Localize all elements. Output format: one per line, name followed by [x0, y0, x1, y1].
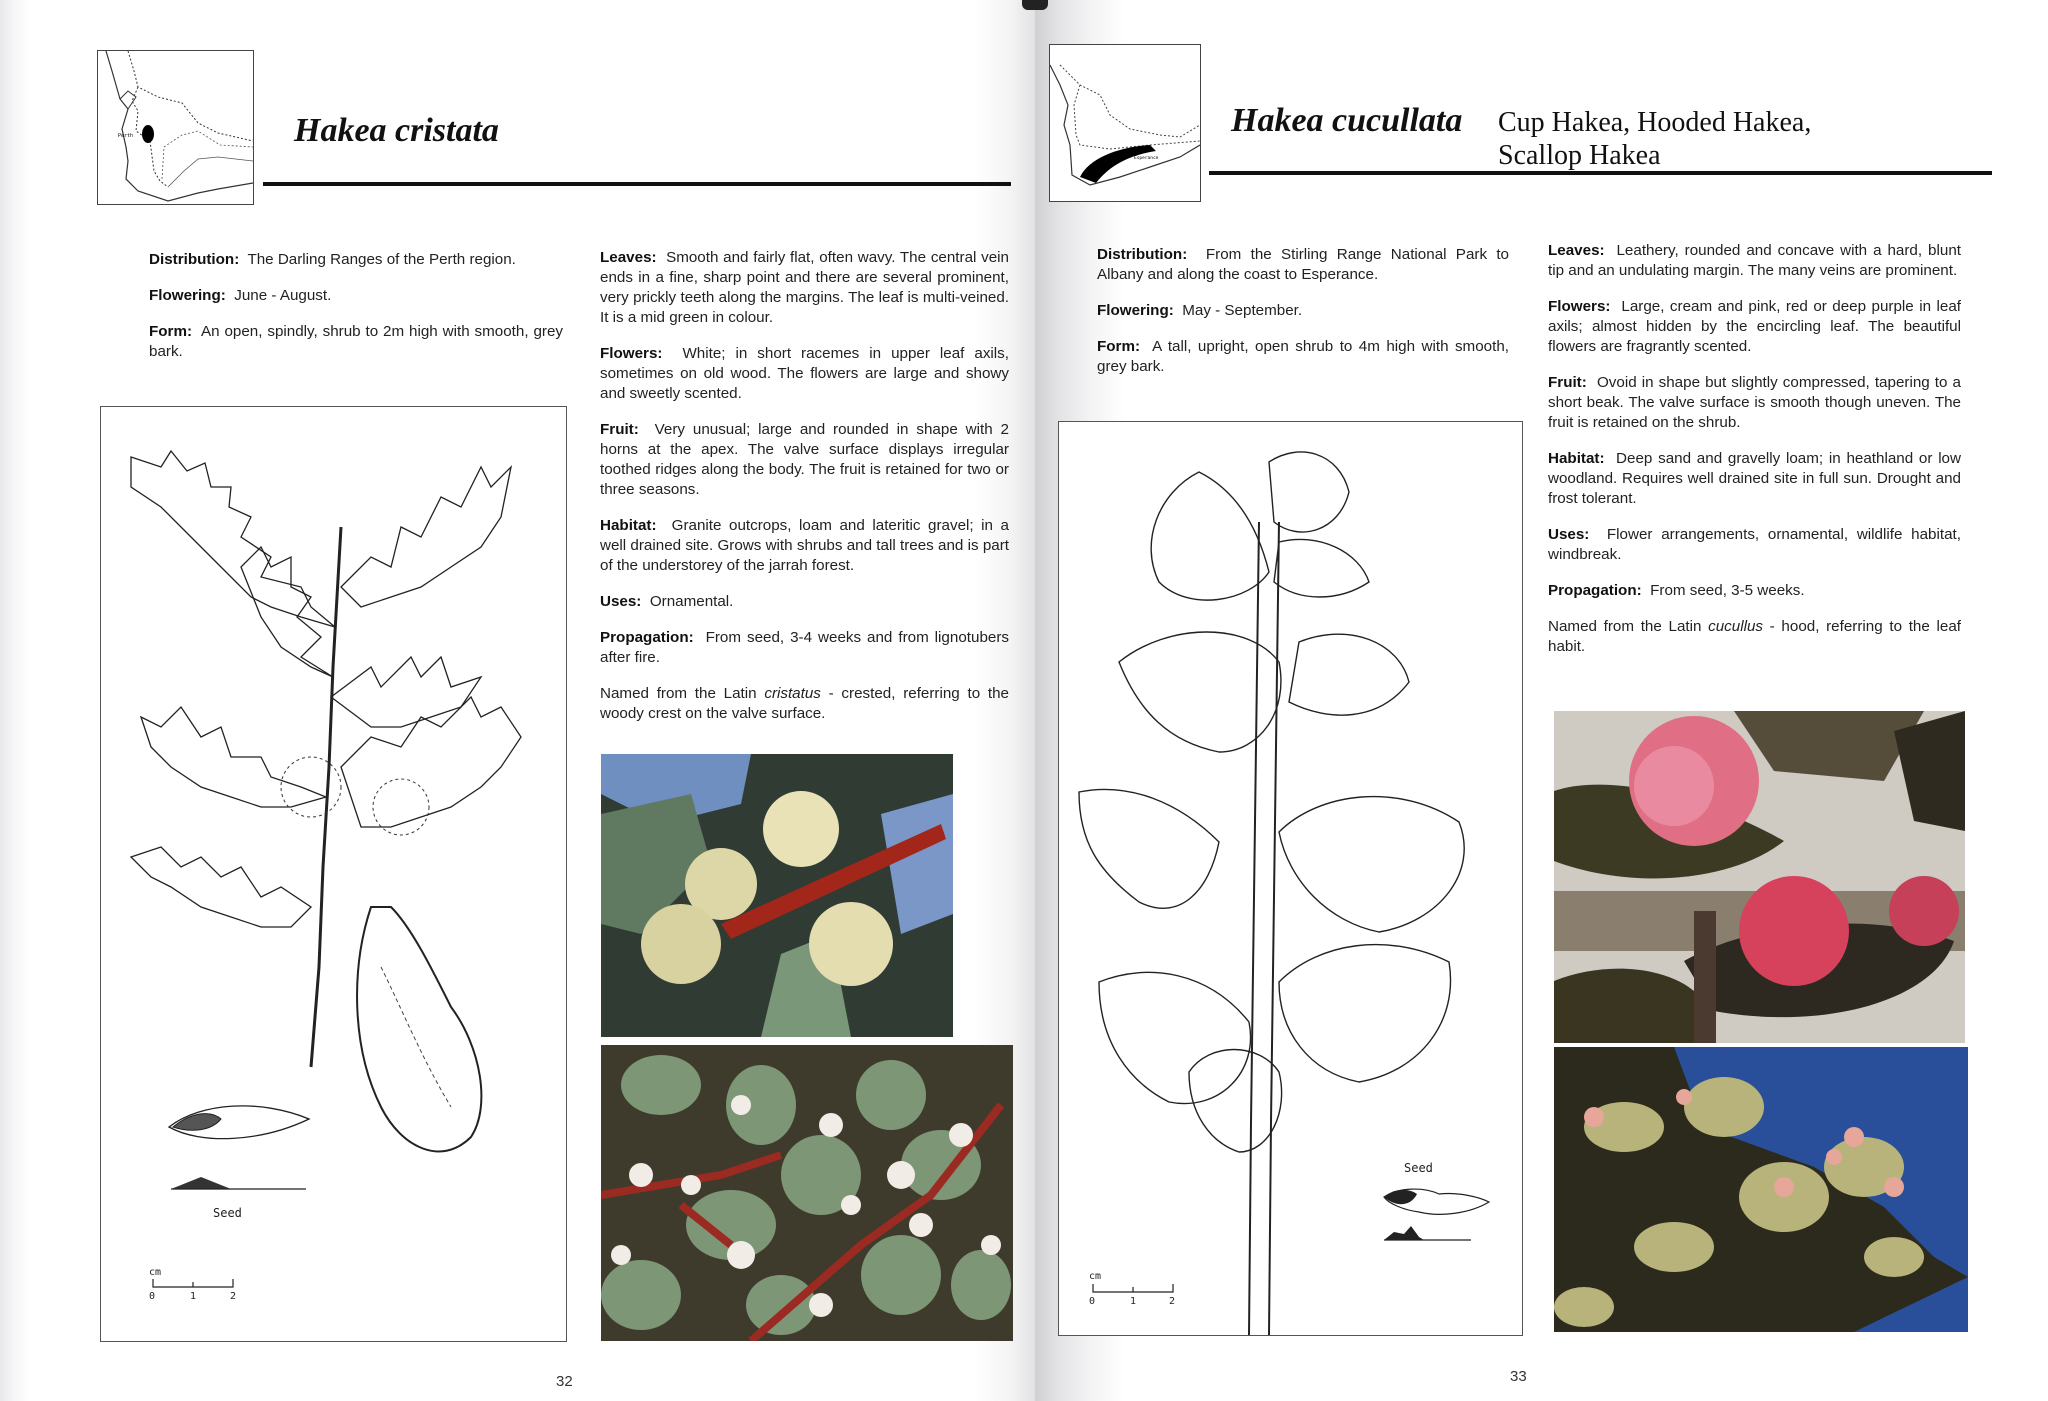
svg-text:cm: cm [1089, 1271, 1102, 1282]
detail-item: Flowers: White; in short racemes in upper leaf axils, sometimes on old wood. The flowers are large and showy and sweetly scented. [600, 345, 1009, 402]
species-title: Hakea cucullata [1231, 102, 1463, 139]
description-item: Form: An open, spindly, shrub to 2m high with smooth, grey bark. [149, 323, 563, 360]
species-title: Hakea cristata [294, 112, 499, 149]
detail-item: Habitat: Deep sand and gravelly loam; in heathland or low woodland. Requires well drained site in full sun. Drought and frost tolerant. [1548, 450, 1961, 507]
detail-item: Uses: Ornamental. [600, 593, 734, 610]
svg-text:0: 0 [149, 1291, 156, 1302]
svg-text:1: 1 [190, 1291, 197, 1302]
title-rule [263, 182, 1011, 186]
svg-text:Perth: Perth [118, 133, 134, 139]
detail-item: Habitat: Granite outcrops, loam and lateritic gravel; in a well drained site. Grows with shrubs and tall trees and is part of the understorey of the jarrah forest. [600, 517, 1009, 574]
detail-item: Fruit: Ovoid in shape but slightly compressed, tapering to a short beak. The valve surface is smooth though uneven. The fruit is retained on the shrub. [1548, 374, 1961, 431]
description-item: Flowering: June - August. [149, 287, 332, 304]
details-column [600, 248, 1009, 740]
description-item: Distribution: From the Stirling Range National Park to Albany and along the coast to Esperance. [1097, 246, 1509, 283]
flower-photo [1554, 711, 1965, 1043]
svg-text:Esperance: Esperance [1134, 156, 1159, 161]
description-item: Form: A tall, upright, open shrub to 4m high with smooth, grey bark. [1097, 338, 1509, 375]
svg-text:0: 0 [1089, 1296, 1096, 1307]
detail-item: Flowers: Large, cream and pink, red or deep purple in leaf axils; almost hidden by the encircling leaf. The beautiful flowers are fragrantly scented. [1548, 298, 1961, 355]
svg-text:cm: cm [149, 1267, 162, 1278]
detail-item: Leaves: Smooth and fairly flat, often wavy. The central vein ends in a fine, sharp point and there are several prominent, very prickly teeth along the margins. The leaf is multi-veined. It is a mid green in colour. [600, 249, 1009, 326]
description-column [149, 250, 563, 378]
etymology: Named from the Latin cucullus - hood, referring to the leaf habit. [1548, 618, 1961, 655]
distribution-map [97, 50, 254, 205]
page-number: 32 [556, 1373, 573, 1390]
description-column [1097, 245, 1509, 393]
detail-item: Fruit: Very unusual; large and rounded in shape with 2 horns at the apex. The valve surface displays irregular toothed ridges along the body. The fruit is retained for two or three seasons. [600, 421, 1009, 498]
title-rule [1209, 171, 1992, 175]
flower-photo [601, 754, 953, 1037]
binding-gutter [1022, 0, 1048, 10]
common-names: Cup Hakea, Hooded Hakea, Scallop Hakea [1498, 107, 1812, 171]
shrub-photo [601, 1045, 1013, 1341]
shrub-photo [1554, 1047, 1968, 1332]
botanical-drawing [1058, 421, 1523, 1336]
description-item: Flowering: May - September. [1097, 302, 1303, 319]
svg-text:2: 2 [230, 1291, 237, 1302]
page-number: 33 [1510, 1368, 1527, 1385]
detail-item: Propagation: From seed, 3-4 weeks and from lignotubers after fire. [600, 629, 1009, 666]
detail-item: Propagation: From seed, 3-5 weeks. [1548, 582, 1805, 599]
svg-text:1: 1 [1130, 1296, 1137, 1307]
distribution-map [1049, 44, 1201, 202]
detail-item: Leaves: Leathery, rounded and concave with a hard, blunt tip and an undulating margin. The many veins are prominent. [1548, 242, 1961, 279]
seed-label: Seed [213, 1206, 242, 1220]
description-item: Distribution: The Darling Ranges of the Perth region. [149, 251, 516, 268]
seed-label: Seed [1404, 1161, 1433, 1175]
svg-text:2: 2 [1169, 1296, 1176, 1307]
right-page [1035, 0, 2048, 1401]
details-column [1548, 241, 1961, 673]
etymology: Named from the Latin cristatus - crested, referring to the woody crest on the valve surface. [600, 685, 1009, 722]
detail-item: Uses: Flower arrangements, ornamental, wildlife habitat, windbreak. [1548, 526, 1961, 563]
botanical-drawing [100, 406, 567, 1342]
